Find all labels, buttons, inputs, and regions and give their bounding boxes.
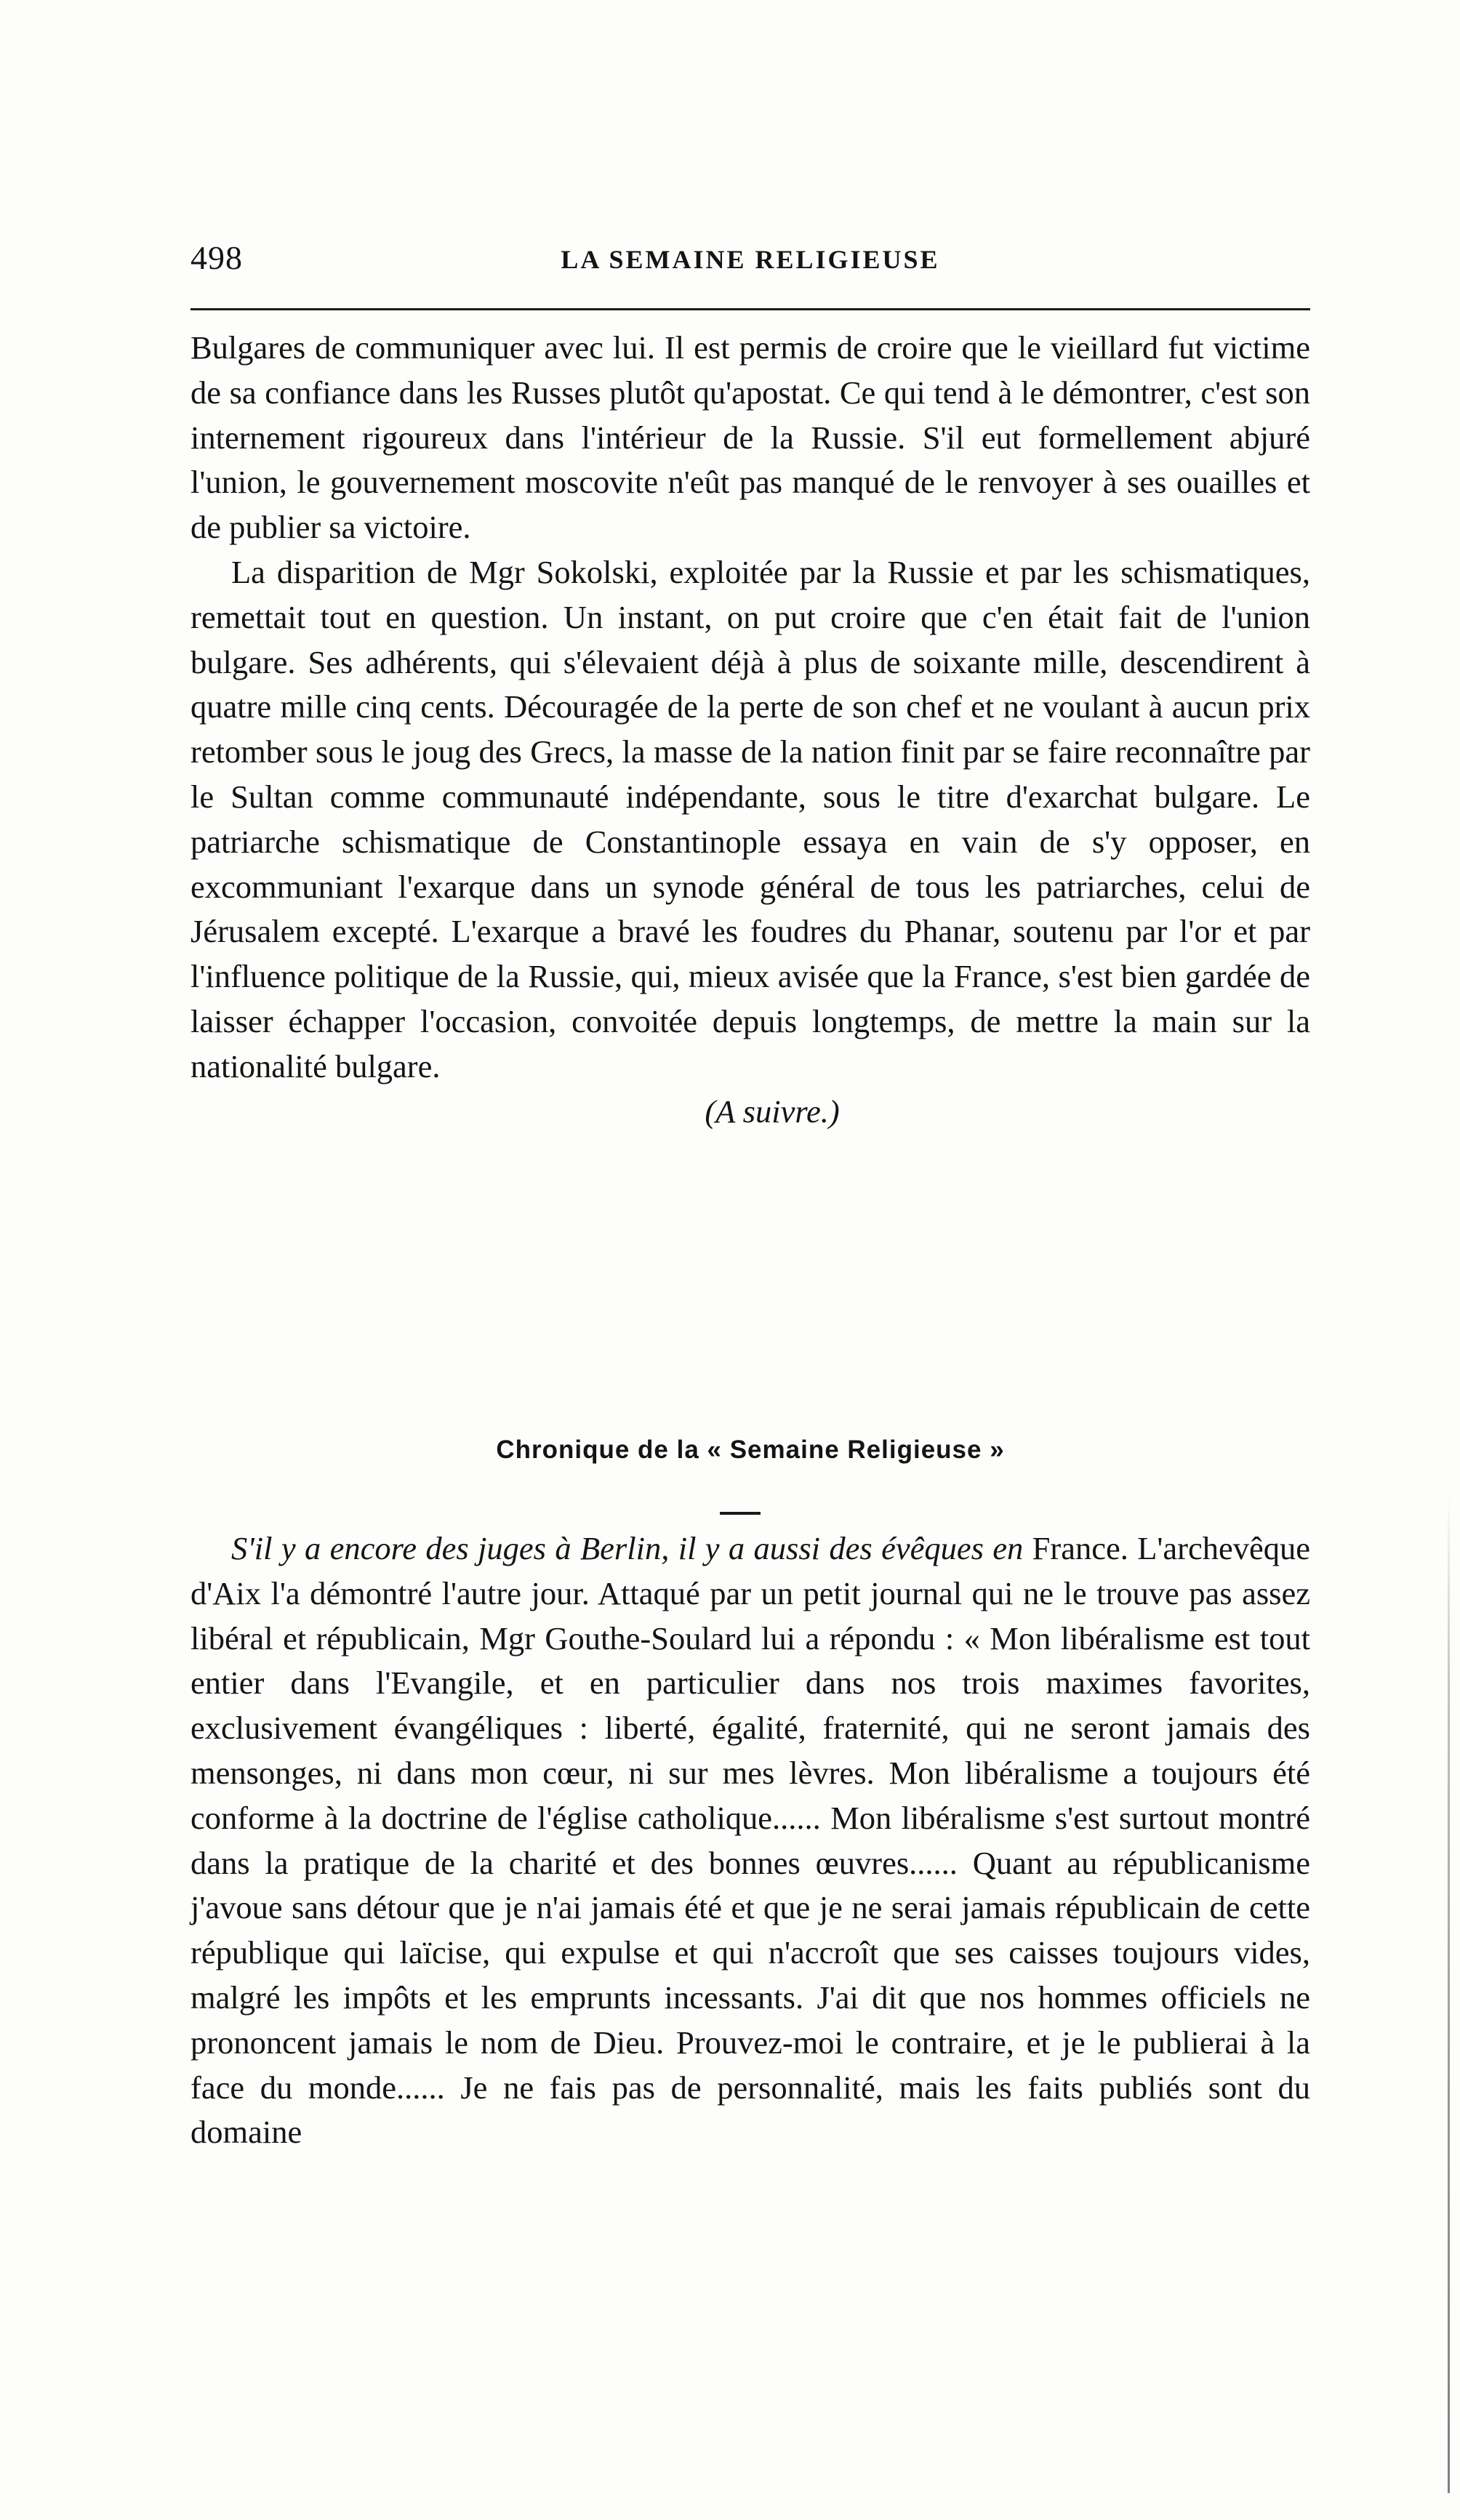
- page-edge-shadow: [1448, 1490, 1450, 2493]
- running-head: [190, 238, 1310, 282]
- chronicle-body: France. L'archevêque d'Aix l'a démontré l'autre jour. Attaqué par un petit journal qui ne le trouve pas assez libéral et républicain, Mgr Gouthe-Soulard lui a répondu : « Mon libéralisme est tout entier dans l'Evangile, et en particulier dans nos trois maximes favorites, exclusivement évangéliques : liberté, égalité, fraternité, qui ne seront jamais des mensonges, ni dans mon cœur, ni sur mes lèvres. Mon libéralisme a toujours été conforme à la doctrine de l'église catholique...... Mon libéralisme s'est surtout montré dans la pratique de la charité et des bonnes œuvres...... Quant au républicanisme j'avoue sans détour que je n'ai jamais été et que je ne serai jamais républicain de cette république qui laïcise, qui expulse et qui n'accroît que ses caisses toujours vides, malgré les impôts et les emprunts incessants. J'ai dit que nos hommes officiels ne prononcent jamais le nom de Dieu. Prouvez-moi le contraire, et je le publierai à la face du monde...... Je ne fais pas de personnalité, mais les faits publiés sont du domaine: [190, 1530, 1310, 2151]
- page-number: 498: [190, 239, 243, 276]
- journal-title: LA SEMAINE RELIGIEUSE: [561, 245, 940, 274]
- heading-divider: [720, 1512, 761, 1515]
- chronicle-heading: Chronique de la « Semaine Religieuse »: [496, 1436, 1005, 1464]
- article-paragraph-1: Bulgares de communiquer avec lui. Il est permis de croire que le vieillard fut victime de sa confiance dans les Russes plutôt qu'apostat. Ce qui tend à le démontrer, c'est son internement rigoureux dans l'intérieur de la Russie. S'il eut formellement abjuré l'union, le gouvernement moscovite n'eût pas manqué de le renvoyer à ses ouailles et de publier sa victoire.: [190, 329, 1310, 546]
- article-text: [190, 326, 1310, 1134]
- article-paragraph-2: La disparition de Mgr Sokolski, exploitée par la Russie et par les schismatiques, remettait tout en question. Un instant, on put croire que c'en était fait de l'union bulgare. Ses adhérents, qui s'élevaient déjà à plus de soixante mille, descendirent à quatre mille cinq cents. Découragée de la perte de son chef et ne voulant à aucun prix retomber sous le joug des Grecs, la masse de la nation finit par se faire reconnaître par le Sultan comme communauté indépendante, sous le titre d'exarchat bulgare. Le patriarche schismatique de Constantinople essaya en vain de s'y opposer, en excommuniant l'exarque dans un synode général de tous les patriarches, celui de Jérusalem excepté. L'exarque a bravé les foudres du Phanar, soutenu par l'or et par l'influence politique de la Russie, qui, mieux avisée que la France, s'est bien gardée de laisser échapper l'occasion, convoitée depuis longtemps, de mettre la main sur la nationalité bulgare.: [190, 553, 1310, 1084]
- chronicle-lead: S'il y a encore des juges à Berlin, il y a aussi des évêques en: [231, 1530, 1024, 1566]
- continuation-note: (A suivre.): [705, 1092, 840, 1130]
- header-rule: [190, 308, 1310, 310]
- chronicle-text: [190, 1526, 1310, 2155]
